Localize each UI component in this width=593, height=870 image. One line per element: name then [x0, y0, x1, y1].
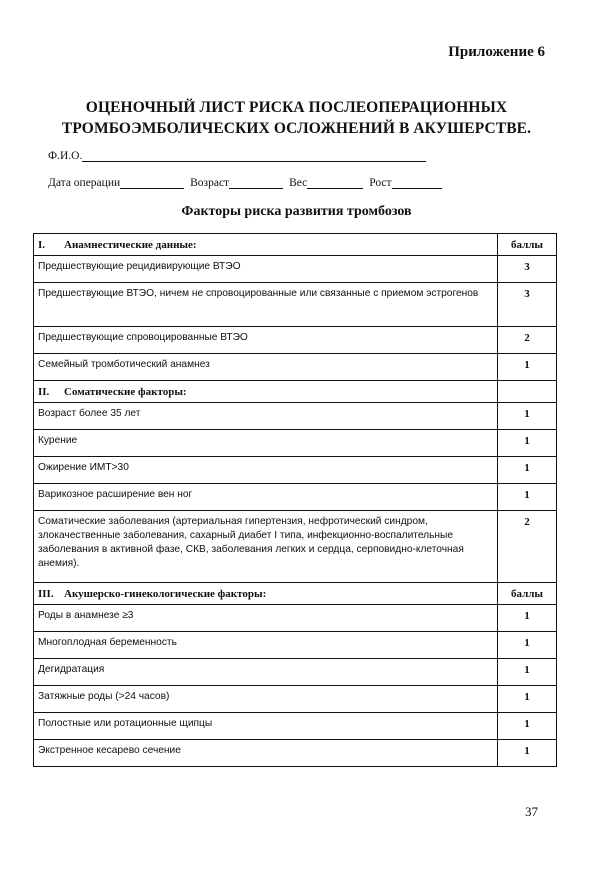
table-row — [34, 283, 557, 327]
risk-factor-cell: Ожирение ИМТ>30 — [34, 457, 498, 484]
height-label: Рост — [369, 177, 392, 189]
risk-factor-cell: Предшествующие спровоцированные ВТЭО — [34, 327, 498, 354]
section-header-row — [34, 381, 557, 403]
score-cell: 1 — [498, 605, 557, 632]
table-row — [34, 484, 557, 511]
table-row — [34, 327, 557, 354]
score-cell: 1 — [498, 457, 557, 484]
score-cell: 1 — [498, 632, 557, 659]
weight-blank-line — [307, 176, 363, 189]
section-title-cell — [34, 583, 498, 605]
section-title: Акушерско-гинекологические факторы: — [64, 588, 267, 600]
score-cell: 1 — [498, 354, 557, 381]
table-row — [34, 430, 557, 457]
section-title: Анамнестические данные: — [64, 239, 197, 251]
score-header-cell — [498, 381, 557, 403]
score-cell: 2 — [498, 327, 557, 354]
section-title-cell — [34, 381, 498, 403]
title-line-2: ТРОМБОЭМБОЛИЧЕСКИХ ОСЛОЖНЕНИЙ В АКУШЕРСТВЕ. — [61, 120, 532, 137]
risk-factor-cell: Курение — [34, 430, 498, 457]
height-blank-line — [392, 176, 442, 189]
score-cell: 1 — [498, 484, 557, 511]
section-header-row — [34, 234, 557, 256]
fio-blank-line — [82, 149, 426, 162]
risk-factor-cell: Предшествующие ВТЭО, ничем не спровоцированные или связанные с приемом эстрогенов — [34, 283, 498, 327]
section-title: Соматические факторы: — [64, 386, 187, 398]
title-line-1: ОЦЕНОЧНЫЙ ЛИСТ РИСКА ПОСЛЕОПЕРАЦИОННЫХ — [85, 99, 508, 116]
appendix-label: Приложение 6 — [448, 44, 545, 60]
table-row — [34, 511, 557, 583]
weight-label: Вес — [289, 177, 308, 189]
risk-factor-cell: Роды в анамнезе ≥3 — [34, 605, 498, 632]
table-row — [34, 632, 557, 659]
score-cell: 3 — [498, 256, 557, 283]
risk-factor-cell: Экстренное кесарево сечение — [34, 740, 498, 767]
risk-factors-table — [33, 233, 557, 767]
table-row — [34, 659, 557, 686]
risk-factor-cell: Затяжные роды (>24 часов) — [34, 686, 498, 713]
risk-factor-cell: Варикозное расширение вен ног — [34, 484, 498, 511]
risk-factor-cell: Многоплодная беременность — [34, 632, 498, 659]
age-blank-line — [229, 176, 283, 189]
score-cell: 1 — [498, 686, 557, 713]
section-subtitle: Факторы риска развития тромбозов — [181, 204, 412, 219]
age-label: Возраст — [190, 177, 230, 189]
score-header-cell: баллы — [498, 234, 557, 256]
table-row — [34, 686, 557, 713]
score-cell: 1 — [498, 659, 557, 686]
section-title-cell — [34, 234, 498, 256]
fio-field — [48, 149, 426, 162]
section-number: III. — [38, 588, 54, 600]
score-cell: 1 — [498, 403, 557, 430]
date-blank-line — [120, 176, 184, 189]
table-row — [34, 403, 557, 430]
risk-factor-cell: Семейный тромботический анамнез — [34, 354, 498, 381]
score-cell: 1 — [498, 740, 557, 767]
risk-factor-cell: Дегидратация — [34, 659, 498, 686]
risk-factor-cell: Полостные или ротационные щипцы — [34, 713, 498, 740]
page-number: 37 — [525, 804, 538, 819]
score-header-cell: баллы — [498, 583, 557, 605]
section-header-row — [34, 583, 557, 605]
date-label: Дата операции — [48, 177, 121, 189]
operation-meta — [48, 176, 442, 189]
table-row — [34, 457, 557, 484]
section-number: II. — [38, 386, 50, 398]
table-row — [34, 256, 557, 283]
document-title — [0, 97, 593, 139]
fio-label: Ф.И.О. — [48, 150, 83, 162]
risk-table-body — [34, 234, 557, 767]
score-cell: 3 — [498, 283, 557, 327]
score-cell: 2 — [498, 511, 557, 583]
table-row — [34, 740, 557, 767]
table-row — [34, 713, 557, 740]
section-number: I. — [38, 239, 46, 251]
table-row — [34, 605, 557, 632]
table-row — [34, 354, 557, 381]
score-cell: 1 — [498, 713, 557, 740]
risk-factor-cell: Соматические заболевания (артериальная гипертензия, нефротический синдром, злокачественные заболевания, сахарный диабет I типа, инфекционно-воспалительные заболевания в активной фазе, СКВ, заболевания легких и сердца, серповидно-клеточная анемия). — [34, 511, 498, 583]
score-cell: 1 — [498, 430, 557, 457]
risk-factor-cell: Возраст более 35 лет — [34, 403, 498, 430]
risk-factor-cell: Предшествующие рецидивирующие ВТЭО — [34, 256, 498, 283]
